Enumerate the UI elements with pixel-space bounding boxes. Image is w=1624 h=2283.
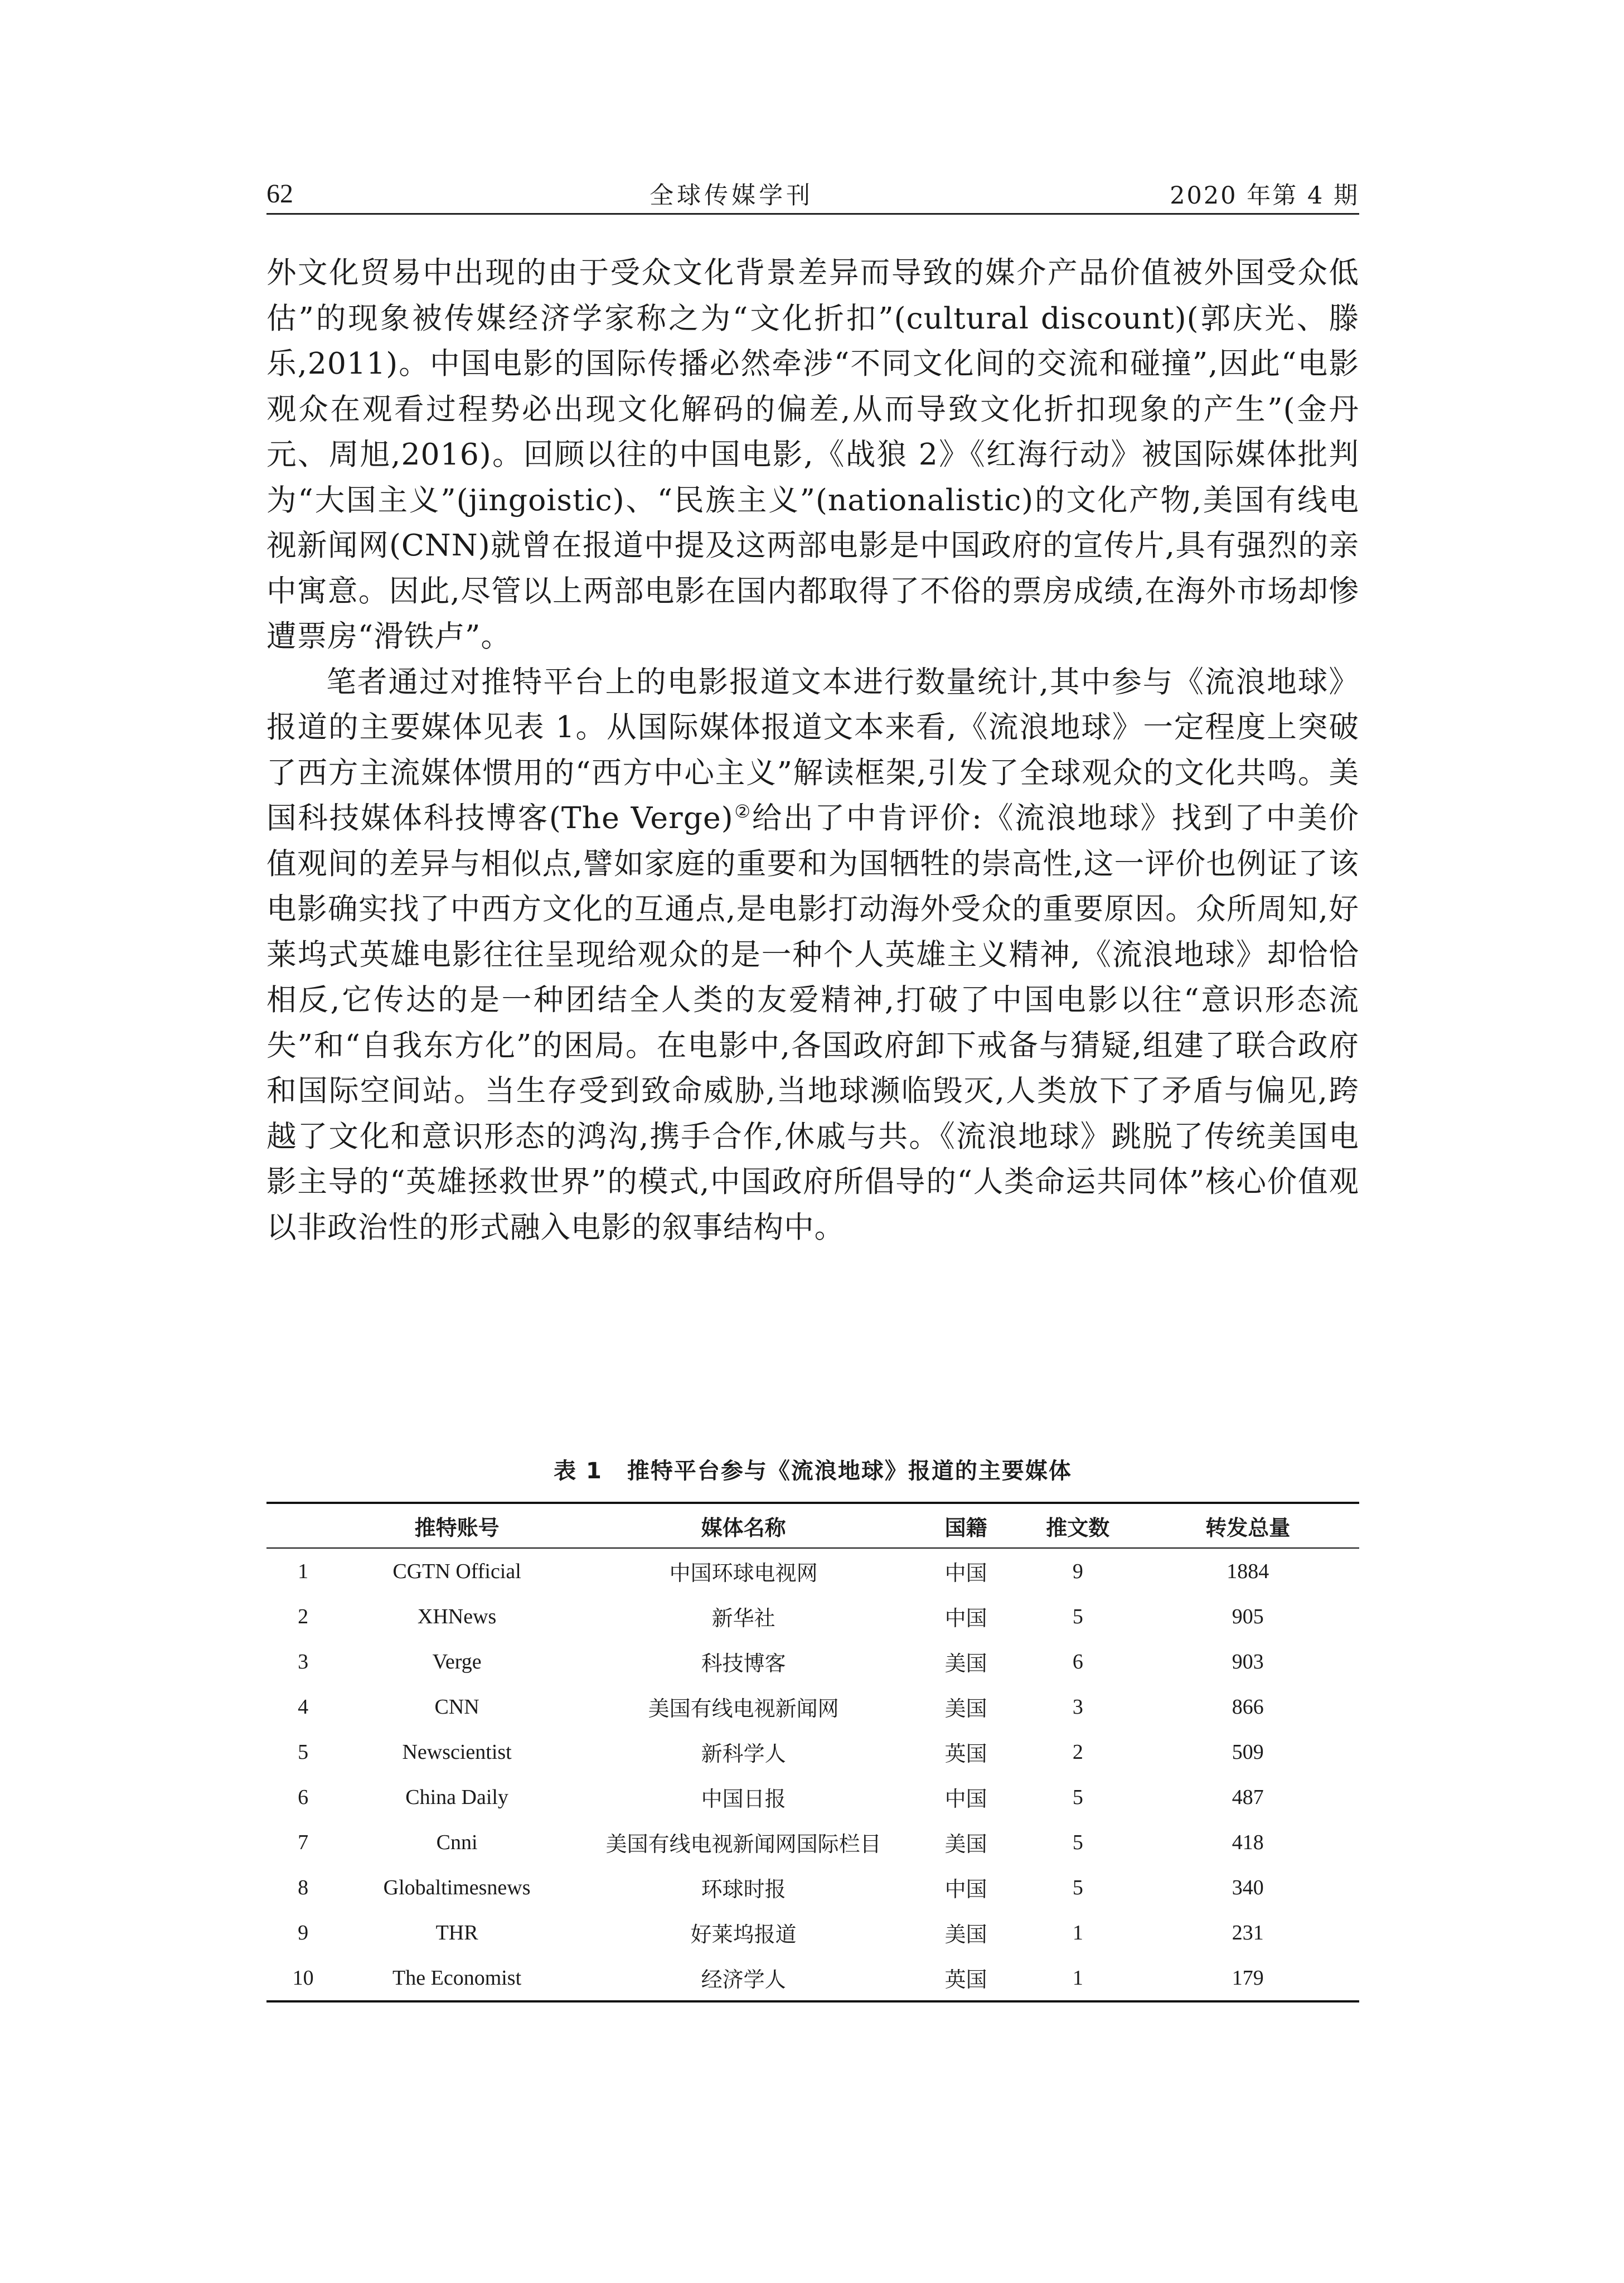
country-cell: 中国 xyxy=(944,1561,987,1585)
paragraph-text: 笔者通过对推特平台上的电影报道文本进行数量统计,其中参与《流浪地球》报道的主要媒体见表 1。从国际媒体报道文本来看,《流浪地球》一定程度上突破了西方主流媒体惯用的“西方中心主义”解读框架,引发了全球观众的文化共鸣。美国科技媒体科技博客(The Verge) xyxy=(266,664,1359,835)
retweet-total-cell: 905 xyxy=(1232,1604,1264,1628)
table-row xyxy=(266,1865,1359,1910)
table-row xyxy=(266,1774,1359,1820)
table-number: 表 1 xyxy=(554,1458,603,1484)
media-name-cell: 中国日报 xyxy=(701,1787,786,1811)
country-cell: 美国 xyxy=(944,1651,987,1676)
rank-cell: 2 xyxy=(298,1604,309,1628)
rank-cell: 4 xyxy=(298,1695,309,1719)
paragraph: 外文化贸易中出现的由于受众文化背景差异而导致的媒介产品价值被外国受众低估”的现象被传媒经济学家称之为“文化折扣”(cultural discount)(郭庆光、滕乐,2011)。中国电影的国际传播必然牵涉“不同文化间的交流和碰撞”,因此“电影观众在观看过程势必出现文化解码的偏差,从而导致文化折扣现象的产生”(金丹元、周旭,2016)。回顾以往的中国电影,《战狼 2》《红海行动》被国际媒体批判为“大国主义”(jingoistic)、“民族主义”(nationalistic)的文化产物,美国有线电视新闻网(CNN)就曾在报道中提及这两部电影是中国政府的宣传片,具有强烈的亲中寓意。因此,尽管以上两部电影在国内都取得了不俗的票房成绩,在海外市场却惨遭票房“滑铁卢”。 xyxy=(266,255,1359,654)
rank-cell: 7 xyxy=(298,1830,309,1854)
rank-cell: 1 xyxy=(298,1559,309,1583)
table-row xyxy=(266,1594,1359,1639)
media-name-cell: 新科学人 xyxy=(701,1742,786,1766)
column-header: 媒体名称 xyxy=(701,1515,786,1540)
retweet-total-cell: 1884 xyxy=(1227,1559,1269,1583)
paragraph xyxy=(266,659,1359,1250)
rank-cell: 6 xyxy=(298,1785,309,1809)
rank-cell: 9 xyxy=(298,1921,309,1945)
country-cell: 中国 xyxy=(944,1877,987,1902)
account-cell: Newscientist xyxy=(402,1740,512,1764)
account-cell: Globaltimesnews xyxy=(383,1875,531,1899)
rank-cell: 5 xyxy=(298,1740,309,1764)
retweet-total-cell: 179 xyxy=(1232,1966,1264,1990)
retweet-total-cell: 231 xyxy=(1232,1921,1264,1945)
column-header: 国籍 xyxy=(944,1515,987,1540)
tweet-count-cell: 6 xyxy=(1072,1650,1083,1673)
column-header: 推文数 xyxy=(1046,1515,1110,1540)
paragraph-text: 给出了中肯评价:《流浪地球》找到了中美价值观间的差异与相似点,譬如家庭的重要和为国牺牲的崇高性,这一评价也例证了该电影确实找了中西方文化的互通点,是电影打动海外受众的重要原因。众所周知,好莱坞式英雄电影往往呈现给观众的是一种个人英雄主义精神,《流浪地球》却恰恰相反,它传达的是一种团结全人类的友爱精神,打破了中国电影以往“意识形态流失”和“自我东方化”的困局。在电影中,各国政府卸下戒备与猜疑,组建了联合政府和国际空间站。当生存受到致命威胁,当地球濒临毁灭,人类放下了矛盾与偏见,跨越了文化和意识形态的鸿沟,携手合作,休戚与共。《流浪地球》跳脱了传统美国电影主导的“英雄拯救世界”的模式,中国政府所倡导的“人类命运共同体”核心价值观以非政治性的形式融入电影的叙事结构中。 xyxy=(266,800,1359,1245)
retweet-total-cell: 903 xyxy=(1232,1650,1264,1673)
account-cell: China Daily xyxy=(405,1785,508,1809)
media-name-cell: 经济学人 xyxy=(701,1967,786,1992)
country-cell: 美国 xyxy=(944,1696,987,1721)
tweet-count-cell: 3 xyxy=(1072,1695,1083,1719)
tweet-count-cell: 1 xyxy=(1072,1921,1083,1945)
country-cell: 美国 xyxy=(944,1832,987,1856)
account-cell: The Economist xyxy=(392,1966,522,1990)
tweet-count-cell: 1 xyxy=(1072,1966,1083,1990)
tweet-count-cell: 5 xyxy=(1072,1785,1083,1809)
tweet-count-cell: 5 xyxy=(1072,1875,1083,1899)
table-row xyxy=(266,1910,1359,1955)
media-name-cell: 科技博客 xyxy=(701,1651,786,1676)
retweet-total-cell: 509 xyxy=(1232,1740,1264,1764)
retweet-total-cell: 418 xyxy=(1232,1830,1264,1854)
column-header: 推特账号 xyxy=(414,1515,500,1540)
media-name-cell: 美国有线电视新闻网国际栏目 xyxy=(605,1832,881,1856)
tweet-count-cell: 5 xyxy=(1072,1830,1083,1854)
media-table xyxy=(266,1502,1359,2003)
account-cell: CNN xyxy=(434,1695,479,1719)
footnote-marker[interactable]: ② xyxy=(733,801,752,823)
media-name-cell: 中国环球电视网 xyxy=(669,1561,818,1585)
media-name-cell: 新华社 xyxy=(711,1606,775,1631)
table-title: 推特平台参与《流浪地球》报道的主要媒体 xyxy=(627,1458,1072,1484)
table-header-row xyxy=(266,1503,1359,1548)
country-cell: 英国 xyxy=(944,1967,987,1992)
country-cell: 中国 xyxy=(944,1787,987,1811)
media-name-cell: 美国有线电视新闻网 xyxy=(648,1696,839,1721)
account-cell: Cnni xyxy=(436,1830,478,1854)
header-rule xyxy=(266,213,1359,215)
body-text xyxy=(266,250,1359,1250)
rank-cell: 8 xyxy=(298,1875,309,1899)
column-header xyxy=(266,1503,340,1548)
account-cell: CGTN Official xyxy=(392,1559,521,1583)
tweet-count-cell: 9 xyxy=(1072,1559,1083,1583)
country-cell: 英国 xyxy=(944,1742,987,1766)
running-header xyxy=(266,174,1359,213)
rank-cell: 3 xyxy=(298,1650,309,1673)
rank-cell: 10 xyxy=(292,1966,314,1990)
table-row xyxy=(266,1684,1359,1729)
table-row xyxy=(266,1729,1359,1774)
issue-label: 2020 年第 4 期 xyxy=(1170,181,1359,210)
tweet-count-cell: 5 xyxy=(1072,1604,1083,1628)
journal-title: 全球传媒学刊 xyxy=(649,181,814,210)
page-number: 62 xyxy=(266,178,293,209)
tweet-count-cell: 2 xyxy=(1072,1740,1083,1764)
table-row xyxy=(266,1548,1359,1594)
account-cell: THR xyxy=(435,1921,478,1945)
media-name-cell: 环球时报 xyxy=(701,1877,786,1902)
country-cell: 美国 xyxy=(944,1922,987,1947)
retweet-total-cell: 866 xyxy=(1232,1695,1264,1719)
media-name-cell: 好莱坞报道 xyxy=(690,1922,797,1947)
country-cell: 中国 xyxy=(944,1606,987,1631)
column-header: 转发总量 xyxy=(1205,1515,1291,1540)
table-row xyxy=(266,1955,1359,2001)
table-row xyxy=(266,1639,1359,1684)
table-row xyxy=(266,1820,1359,1865)
account-cell: XHNews xyxy=(417,1604,497,1628)
retweet-total-cell: 487 xyxy=(1232,1785,1264,1809)
table-caption xyxy=(266,1453,1359,1485)
retweet-total-cell: 340 xyxy=(1232,1875,1264,1899)
account-cell: Verge xyxy=(432,1650,482,1673)
